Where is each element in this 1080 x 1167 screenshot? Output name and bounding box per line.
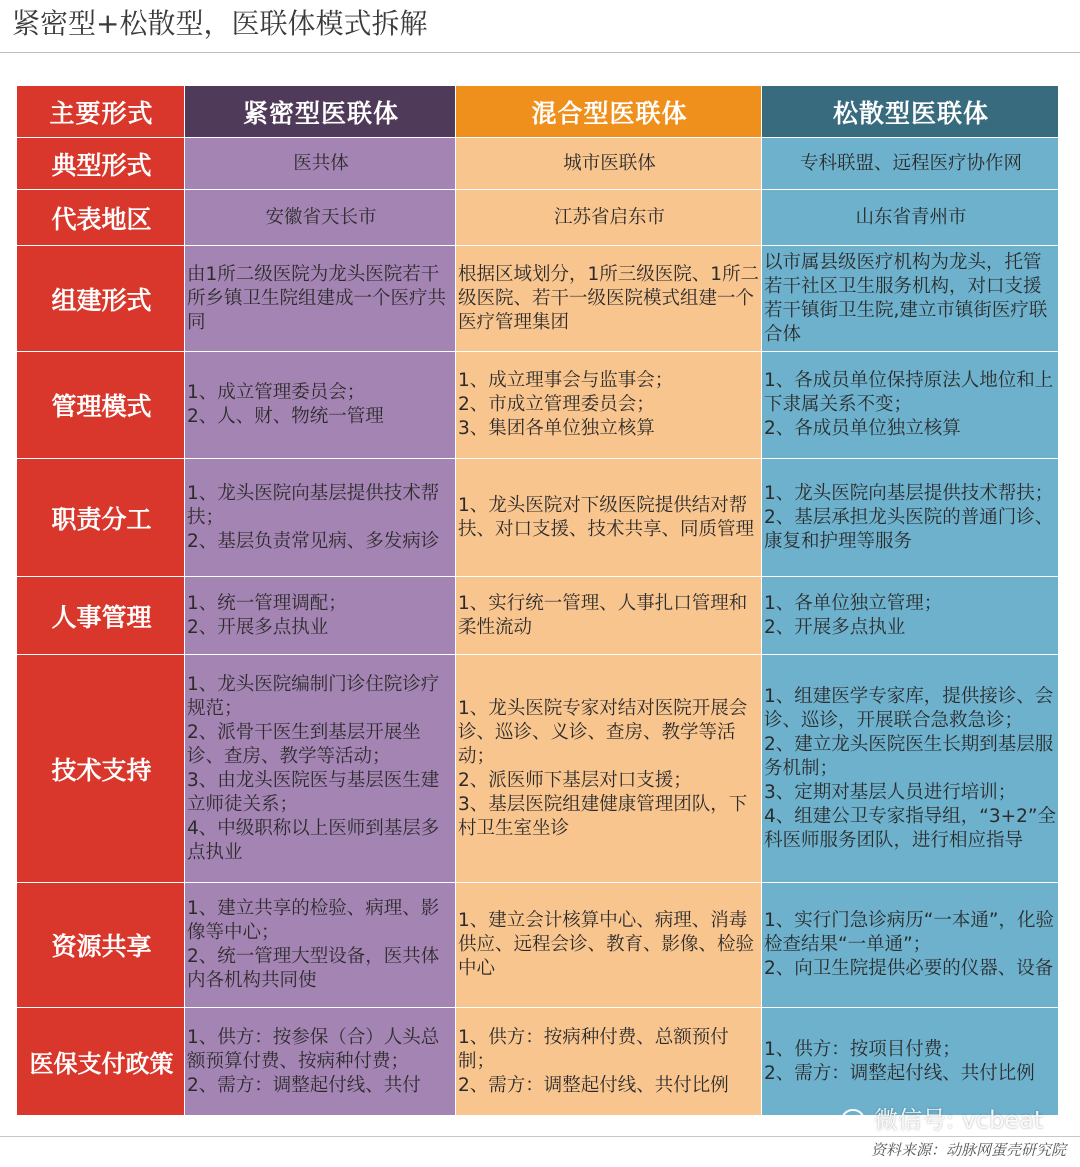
cell-tight: 1、供方：按参保（合）人头总额预算付费、按病种付费； 2、需方：调整起付线、共付 [185,1008,456,1116]
watermark [842,1100,1043,1135]
table-row [17,138,1059,190]
cell-tight: 1、成立管理委员会； 2、人、财、物统一管理 [185,352,456,459]
source-note: 资料来源：动脉网蛋壳研究院 [870,1141,1066,1159]
row-label: 管理模式 [17,352,185,459]
table-row [17,459,1059,577]
cell-loose: 1、龙头医院向基层提供技术帮扶； 2、基层承担龙头医院的普通门诊、康复和护理等服务 [762,459,1059,577]
cell-mixed: 1、建立会计核算中心、病理、消毒供应、远程会诊、教育、影像、检验中心 [456,883,762,1008]
wechat-icon [842,1109,870,1131]
cell-loose: 1、供方：按项目付费； 2、需方：调整起付线、共付比例 [762,1008,1059,1116]
cell-tight: 1、龙头医院编制门诊住院诊疗规范； 2、派骨干医生到基层开展坐诊、查房、教学等活动； 3、由龙头医院医与基层医生建立师徒关系； 4、中级职称以上医师到基层多点执业 [185,655,456,883]
row-label: 人事管理 [17,577,185,655]
cell-tight: 医共体 [185,138,456,190]
row-label: 医保支付政策 [17,1008,185,1116]
header-row [17,86,1059,138]
cell-mixed: 根据区域划分，1所三级医院、1所二级医院、若干一级医院模式组建一个医疗管理集团 [456,246,762,352]
cell-loose: 1、组建医学专家库，提供接诊、会诊、巡诊，开展联合急救急诊； 2、建立龙头医院医生长期到基层服务机制； 3、定期对基层人员进行培训； 4、组建公卫专家指导组，“3+2”全科医师服务团队，进行相应指导 [762,655,1059,883]
table-row [17,190,1059,246]
table-row [17,883,1059,1008]
page-title: 紧密型+松散型，医联体模式拆解 [12,7,428,40]
cell-mixed: 1、实行统一管理、人事扎口管理和柔性流动 [456,577,762,655]
cell-mixed: 1、龙头医院对下级医院提供结对帮 扶、对口支援、技术共享、同质管理 [456,459,762,577]
cell-mixed: 1、供方：按病种付费、总额预付制； 2、需方：调整起付线、共付比例 [456,1008,762,1116]
cell-tight: 1、龙头医院向基层提供技术帮扶； 2、基层负责常见病、多发病诊 [185,459,456,577]
cell-loose: 1、各单位独立管理； 2、开展多点执业 [762,577,1059,655]
table-row [17,352,1059,459]
table-row [17,577,1059,655]
cell-tight: 安徽省天长市 [185,190,456,246]
cell-mixed: 1、龙头医院专家对结对医院开展会诊、巡诊、义诊、查房、教学等活动； 2、派医师下基层对口支援； 3、基层医院组建健康管理团队，下村卫生室坐诊 [456,655,762,883]
row-label: 职责分工 [17,459,185,577]
cell-loose: 1、各成员单位保持原法人地位和上下隶属关系不变； 2、各成员单位独立核算 [762,352,1059,459]
cell-loose: 以市属县级医疗机构为龙头，托管若干社区卫生服务机构，对口支援若干镇街卫生院,建立市镇街医疗联合体 [762,246,1059,352]
cell-loose: 专科联盟、远程医疗协作网 [762,138,1059,190]
row-label: 典型形式 [17,138,185,190]
table-row [17,655,1059,883]
cell-tight: 1、统一管理调配； 2、开展多点执业 [185,577,456,655]
comparison-table [16,85,1059,1116]
cell-mixed: 城市医联体 [456,138,762,190]
watermark-text: 微信号: vcbeat [874,1106,1044,1134]
table-row [17,246,1059,352]
cell-tight: 1、建立共享的检验、病理、影像等中心； 2、统一管理大型设备，医共体内各机构共同使 [185,883,456,1008]
row-label: 技术支持 [17,655,185,883]
row-label: 组建形式 [17,246,185,352]
header-tight: 紧密型医联体 [185,86,456,138]
cell-tight: 由1所二级医院为龙头医院若干所乡镇卫生院组建成一个医疗共同 [185,246,456,352]
title-divider [0,52,1080,53]
row-label: 代表地区 [17,190,185,246]
row-label: 资源共享 [17,883,185,1008]
cell-loose: 1、实行门急诊病历“一本通”，化验检查结果“一单通”； 2、向卫生院提供必要的仪器、设备 [762,883,1059,1008]
cell-mixed: 江苏省启东市 [456,190,762,246]
footer-divider [0,1136,1080,1137]
cell-loose: 山东省青州市 [762,190,1059,246]
cell-mixed: 1、成立理事会与监事会； 2、市成立管理委员会； 3、集团各单位独立核算 [456,352,762,459]
header-label: 主要形式 [17,86,185,138]
header-mixed: 混合型医联体 [456,86,762,138]
header-loose: 松散型医联体 [762,86,1059,138]
